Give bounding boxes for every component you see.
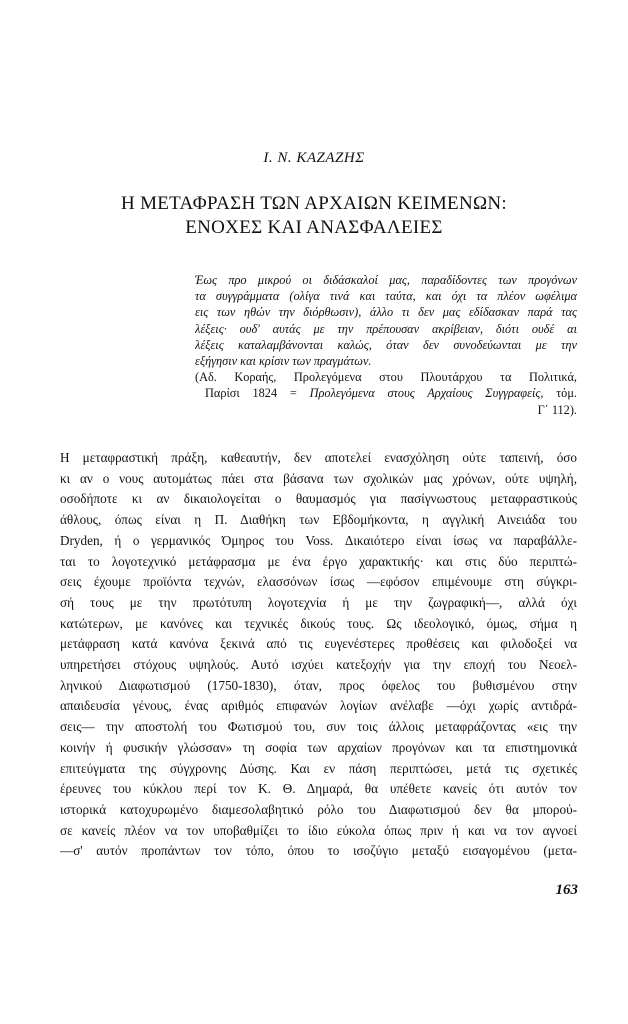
author-name: Ι. Ν. ΚΑΖΑΖΗΣ — [263, 150, 365, 166]
epigraph-source — [195, 369, 577, 418]
body-line: ιστορικά κατοχυρωμένο διαμεσολαβητικό ρόλο του Διαφωτισμού δεν θα μπορού- — [60, 801, 577, 817]
body-line: έρευνες του κύκλου περί τον Κ. Θ. Δημαρά, θα υπέθετε κανείς ότι αυτόν τον — [60, 781, 577, 797]
body-line: ληνικού Διαφωτισμού (1750-1830), όταν, προς όφελος του βυθισμένου στην — [60, 677, 577, 693]
source-line-2-post: , τόμ. — [540, 386, 577, 401]
body-line: —σ' αυτόν προπάντων τον τόπο, όπου το ισοζύγιο μεταξύ εισαγομένου (μετα- — [60, 843, 577, 859]
body-line: απαιδευσία γένους, ένας αριθμός επιφανών λογίων ανέλαβε —όχι χωρίς αντιδρά- — [60, 698, 577, 714]
page-number: 163 — [555, 882, 578, 898]
body-line: υπηρετήσει στόχους υψηλούς. Αυτό ισχύει κατεξοχήν για την εποχή του Νεοελ- — [60, 657, 577, 673]
body-text — [60, 448, 577, 862]
epigraph — [195, 272, 577, 418]
epigraph-quote-line: τα συγγράμματα (ολίγα τινά και ταύτα, και όχι τα πλέον ωφέλιμα — [195, 289, 577, 304]
epigraph-quote-line: λέξεις καταλαμβάνονται καλώς, όταν δεν συνοδεύωνται με την — [195, 337, 577, 352]
source-line-2-pre: Παρίσι 1824 = — [205, 386, 310, 401]
body-line: κι αν ο νους αυτομάτως πάει στα βάσανα των σχολικών μας χρόνων, ούτε υψηλή, — [60, 470, 577, 486]
epigraph-source-line-1: (Αδ. Κοραής, Προλεγόμενα στου Πλουτάρχου τα Πολιτικά, — [195, 370, 577, 385]
body-line: σεις— την αποστολή του Φωτισμού του, συν τοις άλλοις μεταφράζοντας «εις την — [60, 719, 577, 735]
epigraph-quote-line: λέξεις· ουδ' αυτάς με την πρέπουσαν ακρίβειαν, διότι ουδέ αι — [195, 321, 577, 336]
epigraph-quote-line: Έως προ μικρού οι διδάσκαλοί μας, παραδίδοντες των προγόνων — [195, 273, 577, 287]
epigraph-quote-line: εξήγησιν και κρίσιν των πραγμάτων. — [195, 354, 372, 369]
body-line: σή τους με την πρωτότυπη λογοτεχνία ή με την ζωγραφική—, αλλά όχι — [60, 594, 577, 610]
epigraph-quote-line: εις των ηθών την διόρθωσιν), άλλο τι δεν μας εδίδασκαν παρά τας — [195, 305, 577, 320]
body-line: Dryden, ή ο γερμανικός Όμηρος του Voss. Δικαιότερο είναι ίσως να παραβάλλε- — [60, 532, 577, 548]
body-line: Η μεταφραστική πράξη, καθεαυτήν, δεν αποτελεί ενασχόληση ούτε ταπεινή, όσο — [60, 450, 577, 465]
title-line-2: ΕΝΟΧΕΣ ΚΑΙ ΑΝΑΣΦΑΛΕΙΕΣ — [185, 217, 443, 238]
body-line: ται το λογοτεχνικό μετάφρασμα με ένα έργο χαρακτικής· και στις δύο περιπτώ- — [60, 553, 577, 569]
body-line: κοινήν ή φυσικήν γλώσσαν» τη σοφία των αρχαίων προγόνων και τα επιστημονικά — [60, 739, 577, 755]
epigraph-source-line-3: Γ΄ 112). — [537, 402, 577, 417]
body-line: άθλους, όπως είναι η Π. Διαθήκη των Εβδομήκοντα, η αγγλική Αινειάδα του — [60, 512, 577, 528]
epigraph-quote — [195, 272, 577, 369]
body-line: σεις έχουμε προϊόντα τεχνών, ελασσόνων ίσως —εφόσον επιμένουμε στη σύγκρι- — [60, 574, 577, 590]
article-title — [0, 192, 628, 240]
body-line: σε κανείς πλέον να τον υποβαθμίζει το ίδιο εύκολα όπως πριν ή και να τον αγνοεί — [60, 822, 577, 838]
epigraph-source-line-2 — [195, 385, 577, 401]
body-line: επιτεύγματα της σύγχρονης Δύσης. Και εν πάση περιπτώσει, μετά τις σχετικές — [60, 760, 577, 776]
body-line: μετάφραση κατά κανόνα ξεκινά από τις ευγενέστερες προθέσεις και φιλοδοξεί να — [60, 636, 577, 652]
source-book-title: Προλεγόμενα στους Αρχαίους Συγγραφείς — [309, 386, 541, 401]
body-line: οσοδήποτε κι αν δικαιολογείται ο θαυμασμός για πασίγνωστους μεταφραστικούς — [60, 491, 577, 507]
title-line-1: Η ΜΕΤΑΦΡΑΣΗ ΤΩΝ ΑΡΧΑΙΩΝ ΚΕΙΜΕΝΩΝ: — [121, 193, 507, 214]
body-line: κατώτερων, με κανόνες και τεχνικές δικούς τους. Ως ιδεολογικό, όμως, σήμα η — [60, 615, 577, 631]
